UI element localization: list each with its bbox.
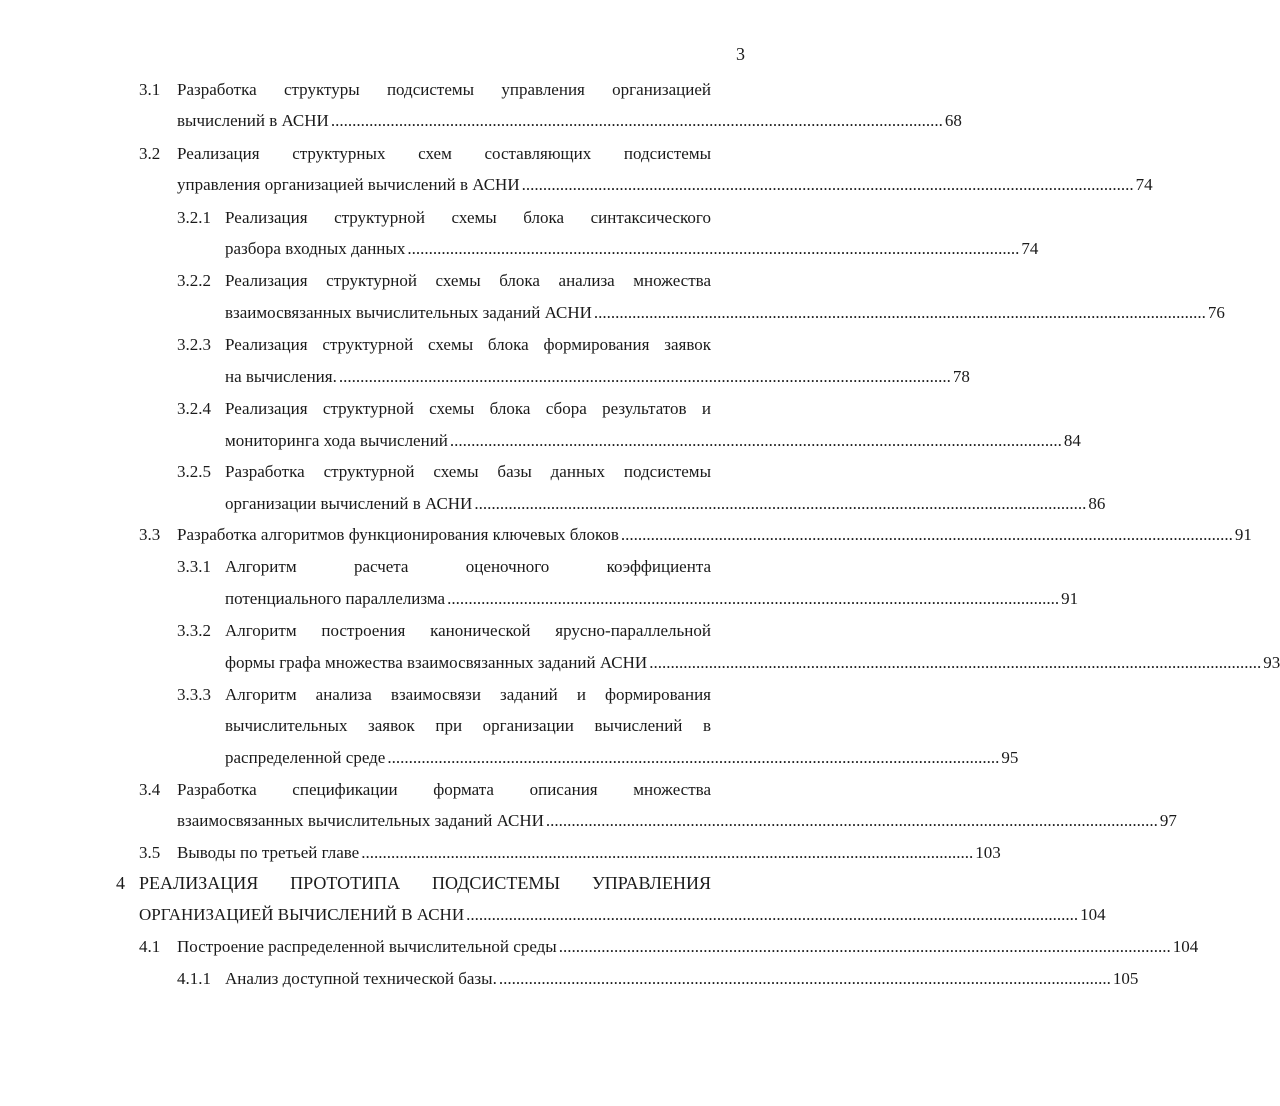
page-number: 3 (736, 44, 745, 64)
toc-entry-number: 4.1 (139, 937, 161, 956)
toc-entry-3-3-2-line-2: формы графа множества взаимосвязанных заданий АСНИ ................................................................................................................................................ 93 (225, 653, 1280, 672)
toc-page: 78 (952, 367, 970, 386)
toc-entry-number: 3.1 (139, 80, 161, 99)
toc-entry-number: 3.2 (139, 144, 161, 163)
toc-entry-number: 3.3.3 (177, 685, 211, 704)
toc-page: 84 (1063, 431, 1081, 450)
toc-entry-3-2-1-line-1: 3.2.1 Реализация структурной схемы блока синтаксического (177, 208, 711, 227)
toc-entry-3-3-1-line-2: потенциального параллелизма ................................................................................................................................................ 91 (225, 589, 1079, 608)
toc-entry-4-line-2: ОРГАНИЗАЦИЕЙ ВЫЧИСЛЕНИЙ В АСНИ ................................................................................................................................................ 104 (139, 905, 1106, 924)
toc-page: 104 (1080, 905, 1106, 924)
toc-entry-number: 4 (116, 873, 125, 893)
toc-entry-3-2-1-line-2: разбора входных данных ................................................................................................................................................ 74 (225, 239, 1039, 258)
toc-entry-number: 3.2.1 (177, 208, 211, 227)
toc-entry-number: 3.5 (139, 843, 161, 862)
toc-entry-number: 3.2.3 (177, 335, 211, 354)
toc-entry-3-3: 3.3 Разработка алгоритмов функционирования ключевых блоков ................................................................................................................................................ 91 (139, 525, 1252, 544)
toc-entry-3-3-2-line-1: 3.3.2 Алгоритм построения канонической ярусно-параллельной (177, 621, 711, 640)
toc-entry-4-1: 4.1 Построение распределенной вычислительной среды ................................................................................................................................................ 104 (139, 937, 1199, 956)
toc-entry-number: 3.3 (139, 525, 161, 544)
toc-entry-number: 3.2.2 (177, 271, 211, 290)
toc-entry-3-2-4-line-1: 3.2.4 Реализация структурной схемы блока сбора результатов и (177, 399, 711, 418)
toc-page: 103 (975, 843, 1001, 862)
toc-entry-4-line-1: 4 РЕАЛИЗАЦИЯ ПРОТОТИПА ПОДСИСТЕМЫ УПРАВЛЕНИЯ (116, 873, 711, 893)
toc-entry-4-1-1: 4.1.1 Анализ доступной технической базы. ................................................................................................................................................ 105 (177, 969, 1139, 988)
toc-entry-3-1-line-1: 3.1 Разработка структуры подсистемы управления организацией (139, 80, 711, 99)
toc-entry-3-4-line-2: взаимосвязанных вычислительных заданий АСНИ ................................................................................................................................................ 97 (177, 811, 1177, 830)
toc-entry-3-2-line-1: 3.2 Реализация структурных схем составляющих подсистемы (139, 144, 711, 163)
toc-entry-number: 4.1.1 (177, 969, 211, 988)
toc-entry-3-2-2-line-2: взаимосвязанных вычислительных заданий АСНИ ................................................................................................................................................ 76 (225, 303, 1225, 322)
toc-page: 104 (1172, 937, 1199, 956)
toc-page: 76 (1207, 303, 1225, 322)
toc-page: 95 (1001, 748, 1019, 767)
toc-entry-3-3-3-line-2: вычислительных заявок при организации вычислений в (225, 716, 711, 735)
toc-entry-3-1-line-2: вычислений в АСНИ ................................................................................................................................................ 68 (177, 111, 962, 130)
toc-entry-3-2-5-line-1: 3.2.5 Разработка структурной схемы базы данных подсистемы (177, 462, 711, 481)
toc-entry-number: 3.2.4 (177, 399, 211, 418)
toc-entry-number: 3.3.2 (177, 621, 211, 640)
toc-page: 74 (1135, 175, 1153, 194)
toc-entry-3-3-3-line-1: 3.3.3 Алгоритм анализа взаимосвязи заданий и формирования (177, 685, 711, 704)
toc-entry-3-4-line-1: 3.4 Разработка спецификации формата описания множества (139, 780, 711, 799)
toc-page: 86 (1088, 494, 1106, 513)
toc-entry-3-5: 3.5 Выводы по третьей главе ................................................................................................................................................ 103 (139, 843, 1001, 862)
toc-page: 93 (1263, 653, 1280, 672)
toc-page: 97 (1159, 811, 1177, 830)
toc-entry-3-2-line-2: управления организацией вычислений в АСНИ ................................................................................................................................................ 74 (177, 175, 1153, 194)
toc-entry-3-2-3-line-2: на вычисления. ................................................................................................................................................ 78 (225, 367, 970, 386)
toc-entry-number: 3.3.1 (177, 557, 211, 576)
toc-page: 91 (1061, 589, 1079, 608)
toc-entry-3-2-3-line-1: 3.2.3 Реализация структурной схемы блока формирования заявок (177, 335, 711, 354)
toc-entry-3-2-5-line-2: организации вычислений в АСНИ ................................................................................................................................................ 86 (225, 494, 1106, 513)
toc-page: 91 (1234, 525, 1252, 544)
toc-page: 105 (1112, 969, 1139, 988)
toc-page: 68 (944, 111, 962, 130)
toc-entry-number: 3.2.5 (177, 462, 211, 481)
toc-entry-3-2-2-line-1: 3.2.2 Реализация структурной схемы блока анализа множества (177, 271, 711, 290)
toc-entry-number: 3.4 (139, 780, 161, 799)
toc-page: 74 (1021, 239, 1039, 258)
toc-entry-3-3-1-line-1: 3.3.1 Алгоритм расчета оценочного коэффициента (177, 557, 711, 576)
toc-entry-3-3-3-line-3: распределенной среде ................................................................................................................................................ 95 (225, 748, 1019, 767)
toc-entry-3-2-4-line-2: мониторинга хода вычислений ................................................................................................................................................ 84 (225, 431, 1081, 450)
